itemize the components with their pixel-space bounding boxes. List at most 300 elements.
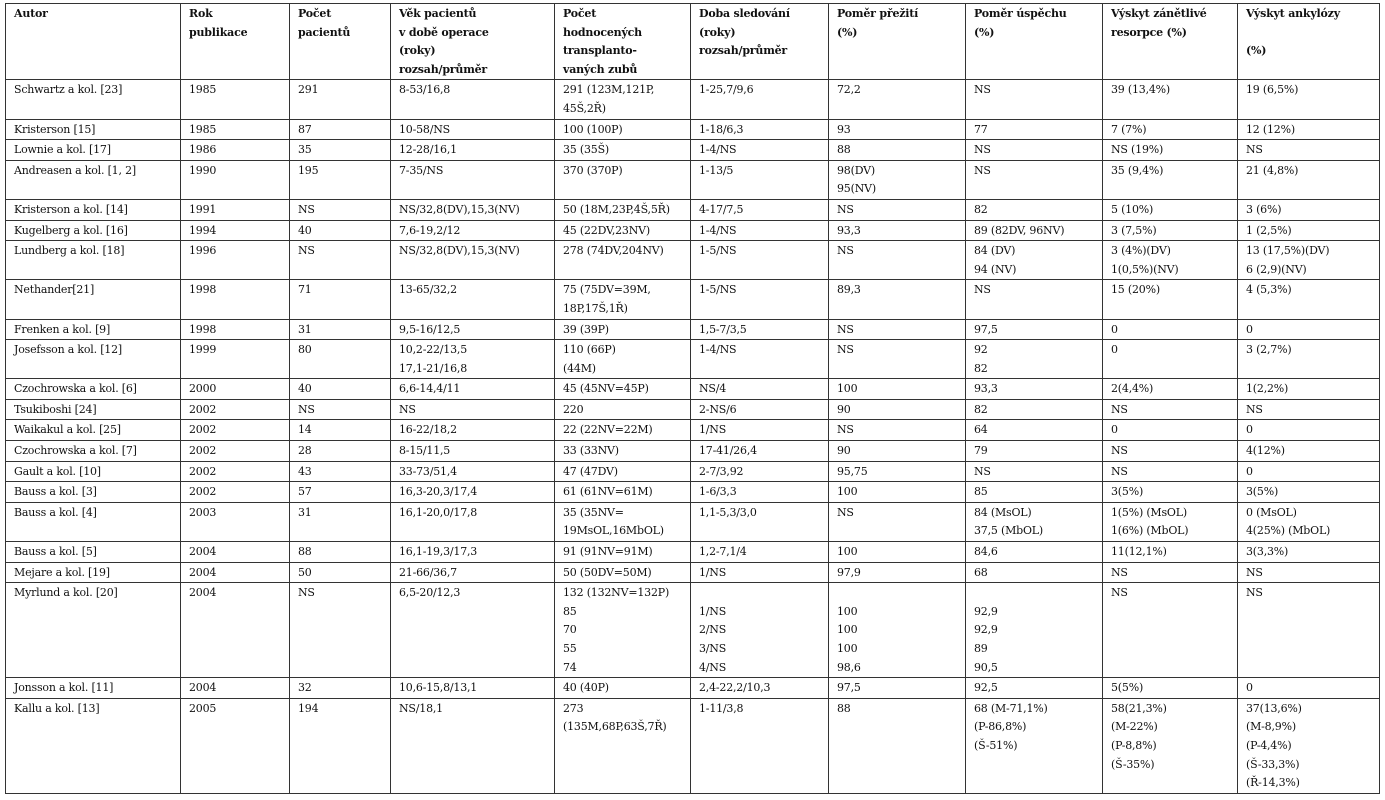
- cell-author: [6, 399, 181, 420]
- cell-author: [6, 482, 181, 503]
- cell-line: 61 (61NV=61M): [563, 485, 653, 499]
- cell-success-rate: [966, 220, 1103, 241]
- cell-line: NS: [974, 464, 991, 478]
- cell-line: 2002: [189, 464, 217, 478]
- cell-ankylosis: [1238, 80, 1380, 119]
- cell-line: Gault a kol. [10]: [14, 464, 101, 478]
- cell-line: 31: [298, 505, 312, 519]
- cell-inflammatory-resorption: [1103, 80, 1238, 119]
- cell-survival-rate: [829, 399, 966, 420]
- cell-line: 21-66/36,7: [399, 565, 457, 579]
- cell-author: [6, 119, 181, 140]
- header-ankylosis: [1238, 4, 1380, 80]
- cell-line: 37(13,6%): [1246, 701, 1302, 715]
- cell-ankylosis: [1238, 220, 1380, 241]
- cell-line: 1990: [189, 163, 217, 177]
- cell-line: Andreasen a kol. [1, 2]: [14, 163, 136, 177]
- cell-line: 4-17/7,5: [699, 202, 744, 216]
- header-row: [6, 4, 1380, 80]
- cell-line: 32: [298, 681, 312, 695]
- cell-line: 3(3,3%): [1246, 545, 1289, 559]
- cell-line: 45Š,2Ř): [563, 101, 606, 115]
- cell-line: 1986: [189, 143, 217, 157]
- table-row: [6, 562, 1380, 583]
- cell-line: 95,75: [837, 464, 868, 478]
- cell-tooth-count: [555, 441, 691, 462]
- cell-line: 3(5%): [1246, 485, 1279, 499]
- table-row: [6, 199, 1380, 220]
- cell-line: 4(12%): [1246, 444, 1285, 458]
- cell-line: 84 (DV): [974, 244, 1016, 258]
- cell-survival-rate: [829, 678, 966, 699]
- cell-line: NS/32,8(DV),15,3(NV): [399, 244, 520, 258]
- cell-line: Poměr úspěchu: [974, 7, 1067, 20]
- cell-year: [181, 562, 290, 583]
- cell-patient-age: [391, 319, 555, 340]
- cell-patient-age: [391, 399, 555, 420]
- cell-follow-up: [691, 199, 829, 220]
- header-tooth-count: [555, 4, 691, 80]
- cell-inflammatory-resorption: [1103, 119, 1238, 140]
- cell-inflammatory-resorption: [1103, 319, 1238, 340]
- cell-success-rate: [966, 502, 1103, 541]
- cell-line: Myrlund a kol. [20]: [14, 586, 118, 600]
- cell-line: 40 (40P): [563, 681, 609, 695]
- table-row: [6, 698, 1380, 793]
- cell-tooth-count: [555, 220, 691, 241]
- cell-line: Kristerson a kol. [14]: [14, 202, 128, 216]
- cell-line: NS: [837, 423, 854, 437]
- cell-tooth-count: [555, 119, 691, 140]
- cell-line: NS: [1246, 402, 1263, 416]
- cell-line: Mejare a kol. [19]: [14, 565, 110, 579]
- cell-line: 84 (MsOL): [974, 505, 1032, 519]
- cell-follow-up: [691, 698, 829, 793]
- cell-line: 3(5%): [1111, 485, 1144, 499]
- cell-line: 0: [1246, 681, 1253, 695]
- cell-patient-count: [290, 241, 391, 280]
- cell-line: pacientů: [298, 25, 351, 39]
- cell-line: (P-86,8%): [974, 720, 1027, 734]
- cell-line: 1998: [189, 322, 217, 336]
- table-row: [6, 160, 1380, 199]
- cell-line: 1-5/NS: [699, 244, 737, 258]
- header-success-rate: [966, 4, 1103, 80]
- cell-survival-rate: [829, 502, 966, 541]
- cell-line: 2-NS/6: [699, 402, 737, 416]
- cell-line: 31: [298, 322, 312, 336]
- cell-line: 13 (17,5%)(DV): [1246, 244, 1330, 258]
- cell-line: 100: [837, 623, 858, 637]
- cell-line: NS: [974, 143, 991, 157]
- cell-patient-count: [290, 542, 391, 563]
- cell-tooth-count: [555, 379, 691, 400]
- cell-line: 97,9: [837, 565, 861, 579]
- cell-line: Frenken a kol. [9]: [14, 322, 111, 336]
- cell-line: (roky): [699, 25, 736, 39]
- cell-author: [6, 199, 181, 220]
- cell-follow-up: [691, 340, 829, 379]
- table-row: [6, 461, 1380, 482]
- cell-ankylosis: [1238, 399, 1380, 420]
- cell-patient-count: [290, 319, 391, 340]
- cell-line: 1-4/NS: [699, 143, 737, 157]
- table-row: [6, 241, 1380, 280]
- cell-patient-age: [391, 241, 555, 280]
- cell-line: 1996: [189, 244, 217, 258]
- table-row: [6, 340, 1380, 379]
- cell-line: NS: [1111, 464, 1128, 478]
- cell-line: 58(21,3%): [1111, 701, 1167, 715]
- cell-line: 2-7/3,92: [699, 464, 744, 478]
- cell-line: 21 (4,8%): [1246, 163, 1299, 177]
- cell-tooth-count: [555, 319, 691, 340]
- cell-line: NS: [399, 402, 416, 416]
- table-row: [6, 379, 1380, 400]
- cell-line: 45 (45NV=45P): [563, 382, 649, 396]
- cell-line: [974, 584, 1097, 603]
- cell-line: 100: [837, 604, 858, 618]
- cell-patient-count: [290, 399, 391, 420]
- table-row: [6, 280, 1380, 319]
- cell-line: 12 (12%): [1246, 122, 1295, 136]
- header-patient-age: [391, 4, 555, 80]
- cell-line: 91 (91NV=91M): [563, 545, 653, 559]
- cell-success-rate: [966, 160, 1103, 199]
- cell-line: Kristerson [15]: [14, 122, 96, 136]
- cell-line: 0: [1246, 464, 1253, 478]
- cell-patient-age: [391, 420, 555, 441]
- table-row: [6, 220, 1380, 241]
- cell-line: 82: [974, 361, 988, 375]
- cell-line: 1(5%) (MsOL): [1111, 505, 1187, 519]
- cell-line: 6,6-14,4/11: [399, 382, 461, 396]
- cell-line: 3 (2,7%): [1246, 343, 1292, 357]
- cell-line: 1,1-5,3/3,0: [699, 505, 757, 519]
- cell-tooth-count: [555, 340, 691, 379]
- cell-line: 0: [1111, 423, 1118, 437]
- cell-ankylosis: [1238, 340, 1380, 379]
- cell-line: 1(0,5%)(NV): [1111, 262, 1179, 276]
- cell-line: 57: [298, 485, 312, 499]
- cell-line: 1991: [189, 202, 217, 216]
- table-row: [6, 482, 1380, 503]
- cell-line: Doba sledování: [699, 7, 790, 20]
- cell-line: 110 (66P): [563, 343, 616, 357]
- cell-author: [6, 420, 181, 441]
- cell-line: Bauss a kol. [3]: [14, 485, 97, 499]
- cell-line: 1,5-7/3,5: [699, 322, 747, 336]
- cell-year: [181, 319, 290, 340]
- cell-inflammatory-resorption: [1103, 199, 1238, 220]
- cell-line: 7 (7%): [1111, 122, 1147, 136]
- cell-line: 195: [298, 163, 319, 177]
- cell-line: 16,3-20,3/17,4: [399, 485, 478, 499]
- cell-line: 2005: [189, 701, 217, 715]
- cell-year: [181, 482, 290, 503]
- cell-line: 278 (74DV,204NV): [563, 244, 664, 258]
- cell-line: NS: [298, 244, 315, 258]
- cell-year: [181, 379, 290, 400]
- cell-line: NS: [974, 163, 991, 177]
- cell-line: 82: [974, 202, 988, 216]
- cell-survival-rate: [829, 461, 966, 482]
- cell-line: 82: [974, 402, 988, 416]
- cell-author: [6, 379, 181, 400]
- cell-follow-up: [691, 583, 829, 678]
- cell-success-rate: [966, 678, 1103, 699]
- cell-line: Rok: [189, 7, 213, 20]
- cell-survival-rate: [829, 199, 966, 220]
- cell-patient-age: [391, 80, 555, 119]
- table-row: [6, 678, 1380, 699]
- cell-line: NS: [298, 402, 315, 416]
- cell-line: Josefsson a kol. [12]: [14, 343, 122, 357]
- cell-survival-rate: [829, 698, 966, 793]
- cell-line: 90,5: [974, 660, 998, 674]
- cell-success-rate: [966, 319, 1103, 340]
- cell-line: (%): [1246, 44, 1267, 58]
- cell-line: (Š-35%): [1111, 757, 1155, 771]
- cell-line: 1-4/NS: [699, 223, 737, 237]
- cell-inflammatory-resorption: [1103, 241, 1238, 280]
- table-row: [6, 583, 1380, 678]
- cell-line: 273: [563, 701, 584, 715]
- cell-line: 100 (100P): [563, 122, 623, 136]
- cell-author: [6, 160, 181, 199]
- cell-line: transplanto-: [563, 44, 637, 58]
- cell-line: NS: [298, 586, 315, 600]
- cell-line: 93,3: [837, 223, 861, 237]
- cell-line: 1985: [189, 83, 217, 97]
- cell-success-rate: [966, 340, 1103, 379]
- cell-line: 1/NS: [699, 604, 727, 618]
- cell-patient-count: [290, 502, 391, 541]
- cell-line: 74: [563, 660, 577, 674]
- header-follow-up: [691, 4, 829, 80]
- cell-line: NS: [837, 343, 854, 357]
- cell-year: [181, 241, 290, 280]
- cell-line: 89: [974, 642, 988, 655]
- cell-line: 2/NS: [699, 623, 727, 637]
- cell-inflammatory-resorption: [1103, 160, 1238, 199]
- cell-line: 45 (22DV,23NV): [563, 223, 650, 237]
- cell-patient-age: [391, 160, 555, 199]
- cell-ankylosis: [1238, 420, 1380, 441]
- cell-line: 19 (6,5%): [1246, 83, 1299, 97]
- cell-author: [6, 140, 181, 161]
- cell-line: 50 (50DV=50M): [563, 565, 652, 579]
- cell-follow-up: [691, 399, 829, 420]
- cell-survival-rate: [829, 241, 966, 280]
- cell-patient-count: [290, 140, 391, 161]
- cell-year: [181, 119, 290, 140]
- cell-line: v době operace: [399, 25, 489, 39]
- cell-tooth-count: [555, 461, 691, 482]
- cell-success-rate: [966, 562, 1103, 583]
- cell-line: 17,1-21/16,8: [399, 361, 468, 375]
- cell-line: NS/32,8(DV),15,3(NV): [399, 202, 520, 216]
- cell-line: (M-22%): [1111, 720, 1158, 734]
- cell-line: NS: [974, 283, 991, 297]
- cell-line: 33-73/51,4: [399, 464, 457, 478]
- cell-tooth-count: [555, 199, 691, 220]
- cell-patient-count: [290, 199, 391, 220]
- cell-inflammatory-resorption: [1103, 280, 1238, 319]
- cell-survival-rate: [829, 379, 966, 400]
- cell-follow-up: [691, 119, 829, 140]
- cell-line: [1246, 24, 1374, 43]
- cell-line: 2004: [189, 681, 217, 695]
- cell-line: 1/NS: [699, 423, 727, 437]
- cell-patient-count: [290, 461, 391, 482]
- header-inflammatory-resorption: [1103, 4, 1238, 80]
- cell-year: [181, 80, 290, 119]
- cell-follow-up: [691, 482, 829, 503]
- cell-author: [6, 241, 181, 280]
- cell-line: 40: [298, 223, 312, 237]
- cell-inflammatory-resorption: [1103, 502, 1238, 541]
- cell-author: [6, 461, 181, 482]
- cell-patient-age: [391, 698, 555, 793]
- cell-line: 93: [837, 122, 851, 136]
- cell-line: 0: [1111, 343, 1118, 357]
- cell-patient-age: [391, 502, 555, 541]
- cell-success-rate: [966, 379, 1103, 400]
- cell-tooth-count: [555, 160, 691, 199]
- cell-author: [6, 340, 181, 379]
- cell-line: NS: [1246, 586, 1263, 600]
- cell-line: 9,5-16/12,5: [399, 322, 461, 336]
- cell-line: Počet: [298, 7, 332, 20]
- cell-line: Lownie a kol. [17]: [14, 143, 111, 157]
- cell-line: 77: [974, 122, 988, 136]
- cell-year: [181, 280, 290, 319]
- cell-patient-count: [290, 698, 391, 793]
- cell-inflammatory-resorption: [1103, 678, 1238, 699]
- cell-ankylosis: [1238, 562, 1380, 583]
- document-page: [5, 3, 1380, 794]
- cell-line: 80: [298, 343, 312, 357]
- cell-author: [6, 583, 181, 678]
- cell-follow-up: [691, 319, 829, 340]
- cell-patient-age: [391, 280, 555, 319]
- cell-line: 194: [298, 701, 319, 715]
- cell-line: 18P,17Š,1Ř): [563, 301, 628, 315]
- cell-patient-count: [290, 280, 391, 319]
- table-row: [6, 319, 1380, 340]
- cell-inflammatory-resorption: [1103, 698, 1238, 793]
- cell-line: 0: [1246, 322, 1253, 336]
- cell-line: 75 (75DV=39M,: [563, 283, 651, 297]
- cell-line: 6,5-20/12,3: [399, 586, 461, 600]
- cell-ankylosis: [1238, 140, 1380, 161]
- cell-line: 1985: [189, 122, 217, 136]
- cell-line: 2004: [189, 545, 217, 559]
- cell-line: 89 (82DV, 96NV): [974, 223, 1065, 237]
- cell-line: Jonsson a kol. [11]: [14, 681, 114, 695]
- cell-line: 1-13/5: [699, 163, 734, 177]
- cell-ankylosis: [1238, 241, 1380, 280]
- cell-success-rate: [966, 441, 1103, 462]
- header-author: [6, 4, 181, 80]
- cell-line: Schwartz a kol. [23]: [14, 83, 123, 97]
- cell-success-rate: [966, 140, 1103, 161]
- cell-ankylosis: [1238, 280, 1380, 319]
- cell-line: 88: [837, 701, 851, 715]
- cell-inflammatory-resorption: [1103, 461, 1238, 482]
- cell-success-rate: [966, 583, 1103, 678]
- cell-line: 93,3: [974, 382, 998, 396]
- cell-ankylosis: [1238, 698, 1380, 793]
- cell-follow-up: [691, 542, 829, 563]
- cell-line: 43: [298, 464, 312, 478]
- cell-line: 7-35/NS: [399, 163, 444, 177]
- cell-line: 89,3: [837, 283, 861, 297]
- cell-patient-count: [290, 379, 391, 400]
- cell-year: [181, 441, 290, 462]
- cell-line: 100: [837, 642, 858, 655]
- cell-line: 50 (18M,23P,4Š,5Ř): [563, 202, 670, 216]
- cell-line: 4 (5,3%): [1246, 283, 1292, 297]
- table-row: [6, 420, 1380, 441]
- cell-tooth-count: [555, 482, 691, 503]
- cell-line: 1-11/3,8: [699, 701, 744, 715]
- cell-line: NS: [1111, 444, 1128, 458]
- cell-line: 1-5/NS: [699, 283, 737, 297]
- cell-patient-count: [290, 678, 391, 699]
- cell-success-rate: [966, 119, 1103, 140]
- cell-patient-age: [391, 140, 555, 161]
- cell-success-rate: [966, 542, 1103, 563]
- cell-inflammatory-resorption: [1103, 399, 1238, 420]
- cell-ankylosis: [1238, 482, 1380, 503]
- cell-line: 35 (35NV=: [563, 505, 624, 519]
- cell-line: (Š-51%): [974, 738, 1018, 752]
- cell-line: 1 (2,5%): [1246, 223, 1292, 237]
- cell-patient-count: [290, 160, 391, 199]
- cell-line: 39 (13,4%): [1111, 83, 1171, 97]
- cell-line: (M-8,9%): [1246, 720, 1296, 734]
- cell-author: [6, 280, 181, 319]
- cell-line: 5 (10%): [1111, 202, 1154, 216]
- cell-line: 71: [298, 283, 312, 297]
- cell-success-rate: [966, 482, 1103, 503]
- cell-line: Výskyt zánětlivé: [1111, 7, 1207, 20]
- cell-line: publikace: [189, 25, 248, 39]
- cell-patient-age: [391, 542, 555, 563]
- cell-follow-up: [691, 140, 829, 161]
- cell-line: [699, 584, 823, 603]
- cell-line: 8-15/11,5: [399, 444, 451, 458]
- cell-line: Kugelberg a kol. [16]: [14, 223, 128, 237]
- cell-line: 94 (NV): [974, 262, 1017, 276]
- cell-tooth-count: [555, 542, 691, 563]
- cell-patient-age: [391, 482, 555, 503]
- cell-year: [181, 160, 290, 199]
- cell-follow-up: [691, 160, 829, 199]
- cell-patient-count: [290, 583, 391, 678]
- cell-line: 12-28/16,1: [399, 143, 457, 157]
- cell-line: 35 (9,4%): [1111, 163, 1164, 177]
- cell-line: NS (19%): [1111, 143, 1164, 157]
- cell-line: 47 (47DV): [563, 464, 618, 478]
- cell-line: 92,5: [974, 681, 998, 695]
- cell-year: [181, 220, 290, 241]
- cell-line: 2002: [189, 444, 217, 458]
- cell-line: 55: [563, 642, 577, 655]
- cell-line: 98(DV): [837, 163, 875, 177]
